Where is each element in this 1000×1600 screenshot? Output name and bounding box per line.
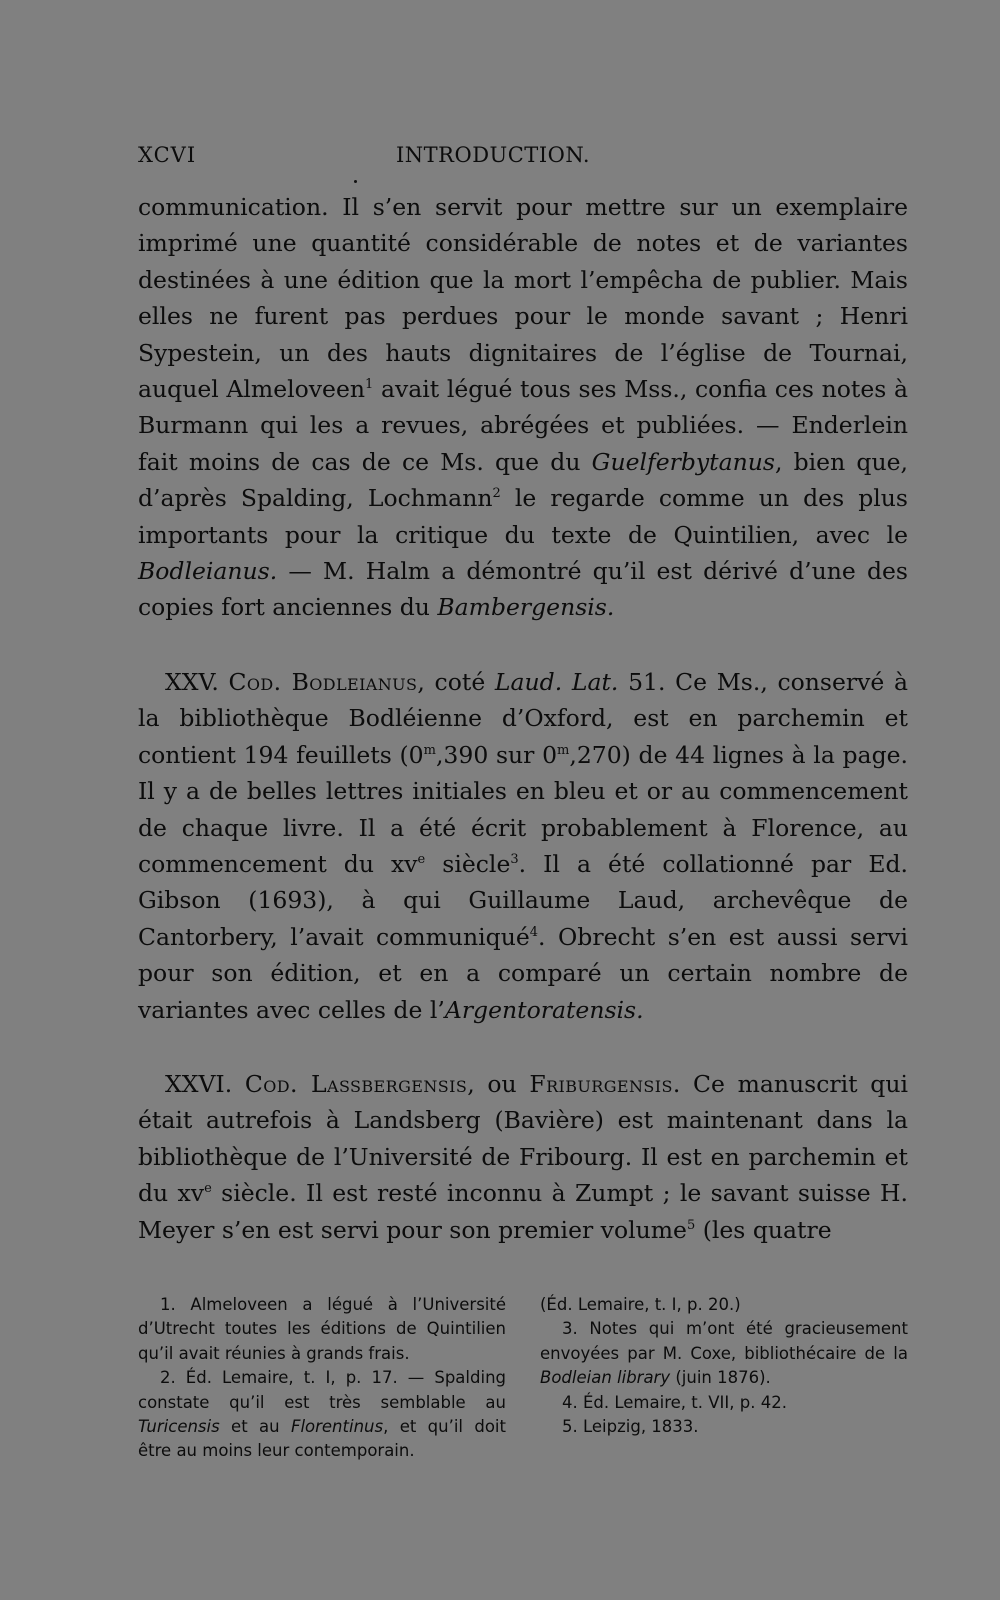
footnote-2-continuation: (Éd. Lemaire, t. I, p. 20.) [540,1295,741,1314]
shelfmark: Laud. Lat. [494,667,619,696]
footnote-2: 2. Éd. Lemaire, t. I, p. 17. — Spalding constate qu’il est très semblable au Turicensis et au Florentinus, et qu’il doit être au moins leur contemporain. [138,1368,506,1461]
section-xxvi: XXVI. Cod. Lassbergensis, ou Friburgensis. Ce manuscrit qui était autrefois à Landsberg (Bavière) est maintenant dans la bibliothèque de l’Université de Fribourg. Il est en parchemin et du $xv^e$ siècle. Il est resté inconnu à Zumpt ; le savant suisse H. Meyer s’en est servi pour son premier volume$^5$ (les quatre [138,1069,908,1244]
footnotes-right-column [540,1293,908,1464]
footnote-4: 4. Éd. Lemaire, t. VII, p. 42. [562,1392,787,1412]
ms-name-argentoratensis: Argentoratensis. [444,995,644,1024]
page-number: XCVI [138,143,197,167]
footnote-1: 1. Almeloveen a légué à l’Université d’Utrecht toutes les éditions de Quintilien qu’il avait réunies à grands frais. [138,1295,506,1363]
section-xxv: XXV. Cod. Bodleianus, coté Laud. Lat. 51. Ce Ms., conservé à la bibliothèque Bodléienne d’Oxford, est en parchemin et contient 194 feuillets (0$^m$,390 sur 0$^m$,270) de 44 lignes à la page. Il y a de belles lettres initiales en bleu et or au commencement de chaque livre. Il a été écrit probablement à Florence, au commencement du $xv^e$ siècle$^3$. Il a été collationné par Ed. Gibson (1693), à qui Guillaume Laud, archevêque de Cantorbery, l’avait communiqué$^4$. Obrecht s’en est aussi servi pour son édition, et en a comparé un certain nombre de variantes avec celles de l’Argentoratensis. [138,667,908,1024]
footnote-3: 3. Notes qui m’ont été gracieusement envoyées par M. Coxe, bibliothécaire de la Bodleian library (juin 1876). [540,1319,908,1388]
ms-name-bambergensis: Bambergensis. [437,593,615,622]
ms-name-guelferbytanus: Guelferbytanus [591,447,775,476]
ink-speck [354,180,357,183]
footnote-ref-4: 4 [529,924,539,940]
running-header [138,143,898,173]
section-number: XXVI. [165,1069,245,1098]
footnotes [138,1293,908,1464]
codex-title: Cod. Lassbergensis [244,1069,468,1098]
footnote-ref-2: 2 [492,486,501,502]
running-title: INTRODUCTION. [396,143,591,167]
footnote-ref-5: 5 [686,1217,696,1233]
ms-name-bodleianus: Bodleianus. [138,557,278,586]
footnote-ref-1: 1 [365,377,374,393]
codex-title: Cod. Bodleianus [228,667,418,696]
paragraph-continuation: communication. Il s’en servit pour mettre sur un exemplaire imprimé une quantité considérable de notes et de variantes destinées à une édition que la mort l’empêcha de publier. Mais elles ne furent pas perdues pour le monde savant ; Henri Sypestein, un des hauts dignitaires de l’église de Tournai, auquel Almeloveen$^1$ avait légué tous ses Mss., confia ces notes à Burmann qui les a revues, abrégées et publiées. — Enderlein fait moins de cas de ce Ms. que du Guelferbytanus, bien que, d’après Spalding, Lochmann$^2$ le regarde comme un des plus importants pour la critique du texte de Quintilien, avec le Bodleianus. — M. Halm a démontré qu’il est dérivé d’une des copies fort anciennes du Bambergensis. [138,193,908,622]
main-text [138,189,908,1248]
section-number: XXV. [165,667,229,696]
codex-alt-title: Friburgensis [529,1069,673,1098]
footnotes-left-column [138,1293,506,1464]
footnote-ref-3: 3 [510,851,519,867]
footnote-5: 5. Leipzig, 1833. [562,1417,699,1437]
